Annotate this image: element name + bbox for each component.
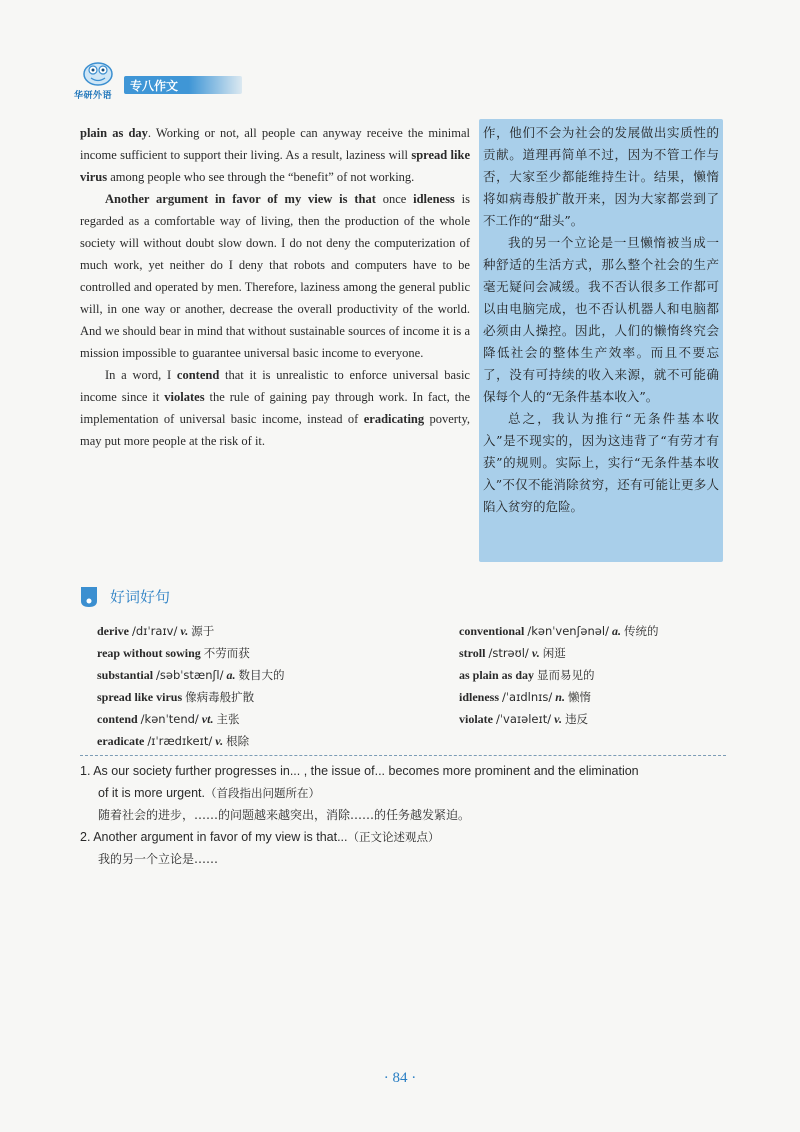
english-essay (80, 122, 470, 452)
key-phrase: Another argument in favor of my view is that (105, 192, 376, 206)
sentence-number: 1. (80, 764, 94, 778)
page-header (72, 60, 402, 102)
vocab-list-right (459, 620, 658, 730)
vocab-meaning: 违反 (565, 712, 589, 726)
key-phrase: eradicating (363, 412, 425, 426)
sentence-item (80, 760, 726, 826)
english-paragraph-2 (80, 188, 470, 364)
vocab-pos: v. (554, 712, 563, 726)
vocab-word: as plain as day (459, 668, 535, 682)
vocab-phonetic: /kənˈtend/ (140, 712, 199, 726)
text-run: the rule of gaining pay through work. In fact, the implementation of universal basic income, instead of (80, 390, 470, 426)
sentence-translation: 随着社会的进步，……的问题越来越突出，消除……的任务越发紧迫。 (98, 808, 471, 822)
vocab-list-left (97, 620, 284, 752)
chinese-paragraph-1: 作，他们不会为社会的发展做出实质性的贡献。道理再简单不过，因为不管工作与否，大家至少都能维持生计。结果，懒惰将如病毒般扩散开来，因为大家都尝到了不工作的“甜头”。 (483, 125, 719, 228)
vocab-item (97, 686, 284, 708)
vocab-pos: v. (531, 646, 540, 660)
page-number: · 84 · (383, 1070, 417, 1086)
vocab-item (459, 642, 658, 664)
vocab-meaning: 数目大的 (238, 668, 285, 682)
text-run: that it is unrealistic to enforce universal basic income since it (80, 368, 470, 404)
vocab-item (459, 664, 658, 686)
vocab-phonetic: /dɪˈraɪv/ (132, 624, 178, 638)
english-paragraph-3 (80, 364, 470, 452)
vocab-item (459, 708, 658, 730)
vocab-phonetic: /kənˈvenʃənəl/ (527, 624, 609, 638)
text-run: is regarded as a comfortable way of living, then the production of the whole society will without doubt slow down. I do not deny the computerization of much work, yet neither do I deny that robots and computers have to be controlled and operated by men. Therefore, laziness among the general public will, in one way or another, decrease the overall productivity of the world. And we should bear in mind that without sustainable sources of income it is a mission impossible to guarantee universal basic income to everyone. (80, 192, 470, 360)
vocab-item (97, 730, 284, 752)
vocab-word: stroll (459, 646, 486, 660)
vocab-meaning: 根除 (226, 734, 250, 748)
vocab-meaning: 不劳而获 (203, 646, 250, 660)
chapter-tag-label: 专八作文 (130, 79, 179, 93)
vocab-pos: v. (180, 624, 189, 638)
divider (80, 755, 726, 756)
vocab-meaning: 懒惰 (567, 690, 591, 704)
chinese-translation (483, 122, 719, 518)
vocab-item (97, 708, 284, 730)
vocab-meaning: 显而易见的 (537, 668, 595, 682)
logo-text: 华研外语 (74, 91, 113, 101)
vocab-item (97, 642, 284, 664)
vocab-phonetic: /strəʊl/ (488, 646, 529, 660)
text-run: among people who see through the “benefit” of not working. (107, 170, 415, 184)
key-phrase: idleness (413, 192, 455, 206)
vocab-item (97, 620, 284, 642)
key-phrase: spread like virus (80, 148, 470, 184)
vocab-word: reap without sowing (97, 646, 201, 660)
english-paragraph-1 (80, 122, 470, 188)
chinese-paragraph-2: 我的另一个立论是一旦懒惰被当成一种舒适的生活方式，那么整个社会的生产毫无疑问会减缓。我不否认很多工作都可以由电脑完成，也不否认机器人和电脑都必须由人操控。因此，人们的懒惰终究会降低社会的整体生产效率。而且不要忘了，没有可持续的收入来源，就不可能确保每个人的“无条件基本收入”。 (483, 235, 719, 404)
vocab-item (97, 664, 284, 686)
bookmark-icon (78, 585, 100, 609)
vocab-word: conventional (459, 624, 525, 638)
vocab-pos: a. (226, 668, 236, 682)
vocab-pos: a. (611, 624, 621, 638)
vocab-phonetic: /səbˈstænʃl/ (156, 668, 224, 682)
sentence-text: Another argument in favor of my view is that... (93, 830, 348, 844)
text-run: In a word, I (105, 368, 177, 382)
text-run: poverty, may put more people at the risk of it. (80, 412, 471, 448)
vocab-meaning: 主张 (216, 712, 240, 726)
section-title: 好词好句 (110, 588, 171, 606)
sentence-note: （正文论述观点） (347, 830, 440, 844)
vocab-item (459, 686, 658, 708)
vocab-meaning: 像病毒般扩散 (185, 690, 255, 704)
sentence-note: （首段指出问题所在） (205, 786, 320, 800)
text-run: . Working or not, all people can anyway receive the minimal income sufficient to support their living. As a result, laziness will (80, 126, 470, 162)
chinese-paragraph-3: 总之，我认为推行“无条件基本收入”是不现实的，因为这违背了“有劳才有获”的规则。实际上，实行“无条件基本收入”不仅不能消除贫穷，还有可能让更多人陷入贫穷的危险。 (483, 411, 719, 514)
sentence-text-cont: of it is more urgent. (98, 786, 205, 800)
vocab-meaning: 源于 (191, 624, 215, 638)
vocab-meaning: 闲逛 (542, 646, 566, 660)
sentence-number: 2. (80, 830, 94, 844)
vocab-word: idleness (459, 690, 500, 704)
vocab-phonetic: /ɪˈrædɪkeɪt/ (147, 734, 213, 748)
vocab-word: contend (97, 712, 138, 726)
sentence-translation: 我的另一个立论是…… (98, 852, 219, 866)
section-heading (78, 583, 278, 611)
vocab-pos: vt. (201, 712, 214, 726)
vocab-meaning: 传统的 (623, 624, 659, 638)
vocab-phonetic: /ˈaɪdlnɪs/ (502, 690, 553, 704)
text-run: once (375, 192, 414, 206)
vocab-item (459, 620, 658, 642)
vocab-word: derive (97, 624, 129, 638)
vocab-word: substantial (97, 668, 154, 682)
vocab-word: eradicate (97, 734, 145, 748)
key-phrase: contend (176, 368, 220, 382)
key-phrase: plain as day (80, 126, 148, 140)
chapter-tag (124, 76, 242, 94)
sentence-patterns (80, 760, 726, 870)
vocab-pos: v. (215, 734, 224, 748)
sentence-text: As our society further progresses in... , the issue of... becomes more prominent and the elimination (93, 764, 639, 778)
vocab-phonetic: /ˈvaɪəleɪt/ (496, 712, 552, 726)
key-phrase: violates (164, 390, 205, 404)
vocab-word: violate (459, 712, 493, 726)
vocab-pos: n. (555, 690, 565, 704)
vocab-word: spread like virus (97, 690, 183, 704)
sentence-item (80, 826, 726, 870)
